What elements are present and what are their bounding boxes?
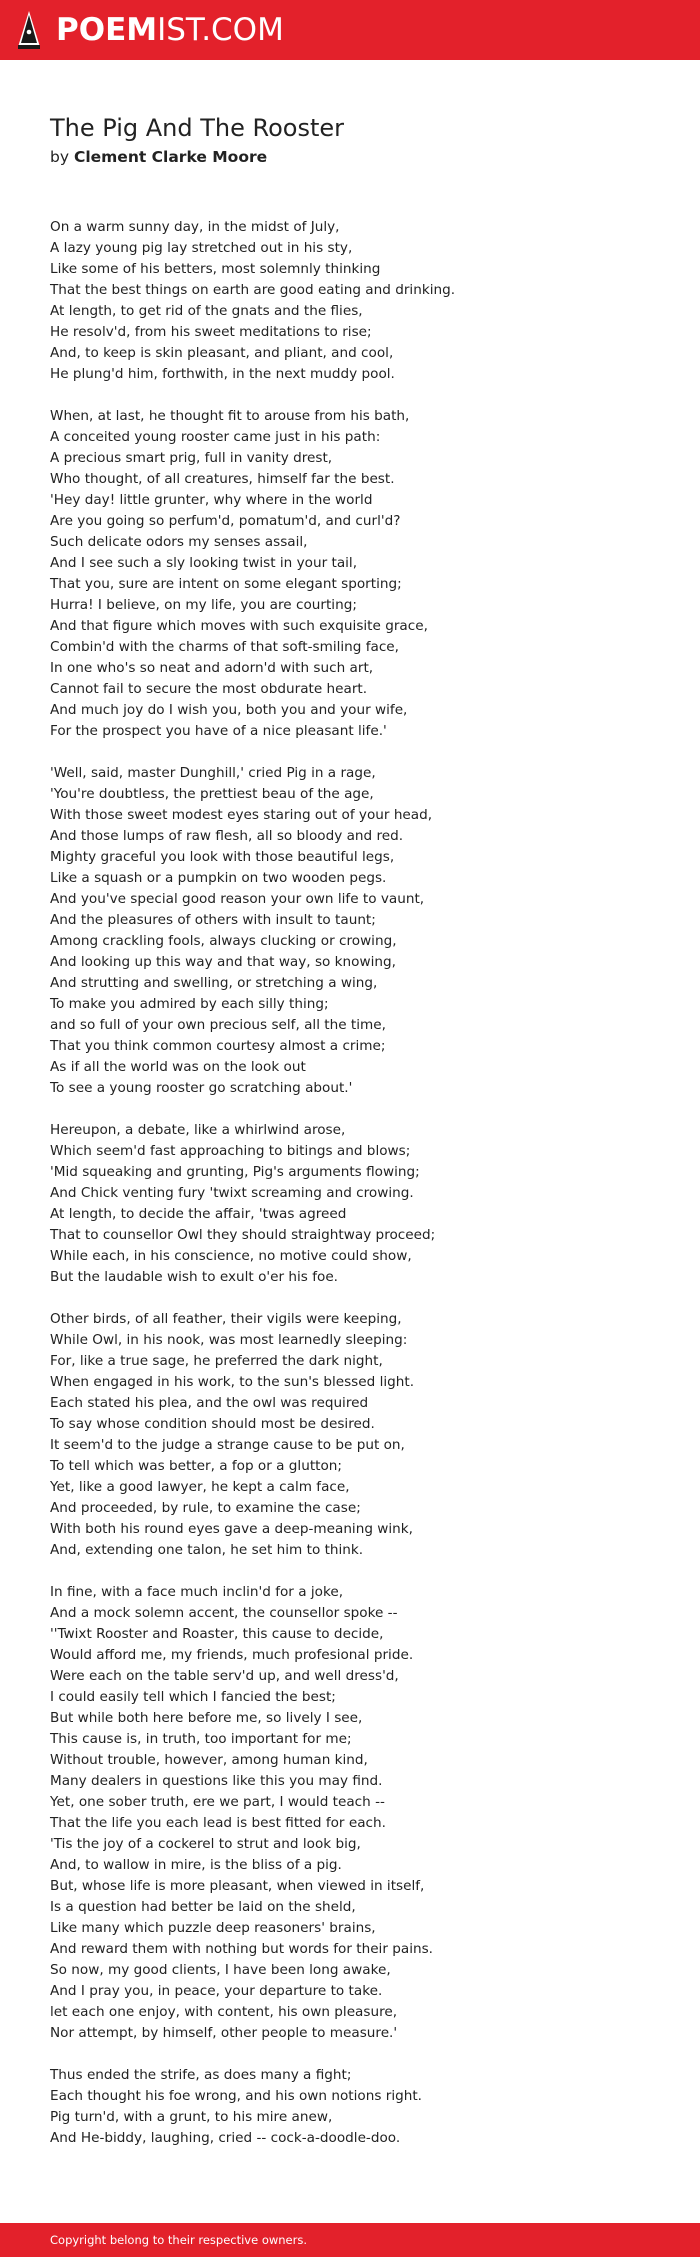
poem-line: That the life you each lead is best fitted for each.: [50, 1815, 386, 1831]
pen-nib-icon: [16, 10, 42, 50]
poem-line: To say whose condition should most be desired.: [50, 1416, 375, 1432]
site-footer: [0, 2223, 700, 2257]
copyright-text: Copyright belong to their respective owners.: [50, 2233, 308, 2247]
poem-line: With both his round eyes gave a deep-meaning wink,: [50, 1521, 413, 1537]
poem-line: And a mock solemn accent, the counsellor spoke --: [50, 1605, 398, 1621]
poem-line: In one who's so neat and adorn'd with such art,: [50, 660, 374, 676]
poem-line: That you, sure are intent on some elegant sporting;: [50, 576, 402, 592]
poem-line: 'Tis the joy of a cockerel to strut and look big,: [50, 1836, 361, 1852]
poem-line: and so full of your own precious self, all the time,: [50, 1017, 386, 1033]
poem-stanza: [50, 1120, 670, 1288]
poem-line: Like many which puzzle deep reasoners' brains,: [50, 1920, 376, 1936]
poem-line: A lazy young pig lay stretched out in his sty,: [50, 240, 353, 256]
poem-line: And that figure which moves with such exquisite grace,: [50, 618, 428, 634]
poem-title: The Pig And The Rooster: [50, 114, 345, 142]
poem-line: Would afford me, my friends, much profesional pride.: [50, 1647, 414, 1663]
poem-line: As if all the world was on the look out: [50, 1059, 306, 1075]
poem-line: Combin'd with the charms of that soft-smiling face,: [50, 639, 399, 655]
logo-text-light: IST.COM: [157, 11, 284, 48]
poem-line: Other birds, of all feather, their vigils were keeping,: [50, 1311, 402, 1327]
poem-line: While each, in his conscience, no motive could show,: [50, 1248, 412, 1264]
poem-line: Cannot fail to secure the most obdurate heart.: [50, 681, 368, 697]
logo-wordmark: [56, 11, 284, 48]
poem-line: let each one enjoy, with content, his own pleasure,: [50, 2004, 398, 2020]
poem-line: And strutting and swelling, or stretching a wing,: [50, 975, 378, 991]
author-name[interactable]: Clement Clarke Moore: [73, 148, 268, 166]
poem-line: On a warm sunny day, in the midst of July,: [50, 219, 340, 235]
poem-line: A precious smart prig, full in vanity drest,: [50, 450, 333, 466]
poem-line: Are you going so perfum'd, pomatum'd, and curl'd?: [50, 513, 401, 529]
poem-line: 'Hey day! little grunter, why where in the world: [50, 492, 373, 508]
poem-line: And, extending one talon, he set him to think.: [50, 1542, 364, 1558]
poem-content: [50, 112, 670, 2170]
poem-line: Hereupon, a debate, like a whirlwind arose,: [50, 1122, 346, 1138]
poem-line: And I see such a sly looking twist in your tail,: [50, 555, 358, 571]
poem-line: Mighty graceful you look with those beautiful legs,: [50, 849, 395, 865]
poem-line: Like a squash or a pumpkin on two wooden pegs.: [50, 870, 387, 886]
poem-line: Each stated his plea, and the owl was required: [50, 1395, 369, 1411]
poem-line: Yet, like a good lawyer, he kept a calm face,: [50, 1479, 350, 1495]
poem-line: Each thought his foe wrong, and his own notions right.: [50, 2088, 422, 2104]
poem-line: And those lumps of raw flesh, all so bloody and red.: [50, 828, 404, 844]
poem-line: That you think common courtesy almost a crime;: [50, 1038, 386, 1054]
poem-stanza: [50, 1309, 670, 1561]
poem-line: Pig turn'd, with a grunt, to his mire anew,: [50, 2109, 333, 2125]
poem-line: A conceited young rooster came just in his path:: [50, 429, 381, 445]
site-logo[interactable]: [16, 10, 284, 50]
poem-line: And the pleasures of others with insult to taunt;: [50, 912, 376, 928]
byline: [50, 146, 670, 168]
poem-line: And, to keep is skin pleasant, and pliant, and cool,: [50, 345, 394, 361]
poem-line: But, whose life is more pleasant, when viewed in itself,: [50, 1878, 425, 1894]
poem-stanza: [50, 2065, 670, 2149]
site-header: [0, 0, 700, 60]
poem-stanza: [50, 1582, 670, 2044]
poem-line: To tell which was better, a fop or a glutton;: [50, 1458, 342, 1474]
poem-line: And I pray you, in peace, your departure to take.: [50, 1983, 383, 1999]
poem-line: Hurra! I believe, on my life, you are courting;: [50, 597, 357, 613]
poem-stanza: [50, 406, 670, 742]
poem-line: Yet, one sober truth, ere we part, I would teach --: [50, 1794, 385, 1810]
poem-line: When, at last, he thought fit to arouse from his bath,: [50, 408, 410, 424]
poem-stanza: [50, 763, 670, 1099]
poem-line: To make you admired by each silly thing;: [50, 996, 329, 1012]
poem-line: When engaged in his work, to the sun's blessed light.: [50, 1374, 415, 1390]
poem-line: At length, to decide the affair, 'twas agreed: [50, 1206, 347, 1222]
poem-line: He resolv'd, from his sweet meditations to rise;: [50, 324, 372, 340]
poem-line: This cause is, in truth, too important for me;: [50, 1731, 352, 1747]
poem-line: At length, to get rid of the gnats and the flies,: [50, 303, 363, 319]
poem-line: Without trouble, however, among human kind,: [50, 1752, 368, 1768]
poem-line: Such delicate odors my senses assail,: [50, 534, 308, 550]
poem-line: Who thought, of all creatures, himself far the best.: [50, 471, 395, 487]
poem-line: And you've special good reason your own life to vaunt,: [50, 891, 425, 907]
poem-line: For, like a true sage, he preferred the dark night,: [50, 1353, 383, 1369]
poem-line: And proceeded, by rule, to examine the case;: [50, 1500, 361, 1516]
poem-line: Many dealers in questions like this you may find.: [50, 1773, 383, 1789]
poem-line: It seem'd to the judge a strange cause to be put on,: [50, 1437, 405, 1453]
poem-line: For the prospect you have of a nice pleasant life.': [50, 723, 387, 739]
poem-line: 'You're doubtless, the prettiest beau of the age,: [50, 786, 374, 802]
poem-line: I could easily tell which I fancied the best;: [50, 1689, 336, 1705]
poem-line: ''Twixt Rooster and Roaster, this cause to decide,: [50, 1626, 384, 1642]
poem-line: While Owl, in his nook, was most learnedly sleeping:: [50, 1332, 408, 1348]
poem-line: But the laudable wish to exult o'er his foe.: [50, 1269, 338, 1285]
poem-line: In fine, with a face much inclin'd for a joke,: [50, 1584, 344, 1600]
poem-line: That to counsellor Owl they should straightway proceed;: [50, 1227, 436, 1243]
poem-line: Like some of his betters, most solemnly thinking: [50, 261, 381, 277]
poem-line: Were each on the table serv'd up, and well dress'd,: [50, 1668, 399, 1684]
poem-line: So now, my good clients, I have been long awake,: [50, 1962, 391, 1978]
poem-line: Is a question had better be laid on the sheld,: [50, 1899, 356, 1915]
poem-line: To see a young rooster go scratching about.': [50, 1080, 353, 1096]
poem-line: And reward them with nothing but words for their pains.: [50, 1941, 433, 1957]
poem-line: And looking up this way and that way, so knowing,: [50, 954, 396, 970]
poem-line: Nor attempt, by himself, other people to measure.': [50, 2025, 398, 2041]
poem-body: [50, 217, 670, 2149]
poem-line: 'Well, said, master Dunghill,' cried Pig in a rage,: [50, 765, 376, 781]
poem-line: That the best things on earth are good eating and drinking.: [50, 282, 456, 298]
poem-line: Among crackling fools, always clucking or crowing,: [50, 933, 397, 949]
logo-text-bold: POEM: [56, 11, 158, 48]
poem-line: Which seem'd fast approaching to bitings and blows;: [50, 1143, 411, 1159]
poem-line: 'Mid squeaking and grunting, Pig's arguments flowing;: [50, 1164, 420, 1180]
poem-line: And He-biddy, laughing, cried -- cock-a-doodle-doo.: [50, 2130, 401, 2146]
poem-line: And, to wallow in mire, is the bliss of a pig.: [50, 1857, 342, 1873]
poem-line: He plung'd him, forthwith, in the next muddy pool.: [50, 366, 395, 382]
poem-line: Thus ended the strife, as does many a fight;: [50, 2067, 352, 2083]
poem-line: But while both here before me, so lively I see,: [50, 1710, 363, 1726]
poem-line: With those sweet modest eyes staring out of your head,: [50, 807, 433, 823]
byline-prefix: by: [50, 148, 70, 166]
poem-line: And much joy do I wish you, both you and your wife,: [50, 702, 408, 718]
poem-stanza: [50, 217, 670, 385]
poem-line: And Chick venting fury 'twixt screaming and crowing.: [50, 1185, 414, 1201]
